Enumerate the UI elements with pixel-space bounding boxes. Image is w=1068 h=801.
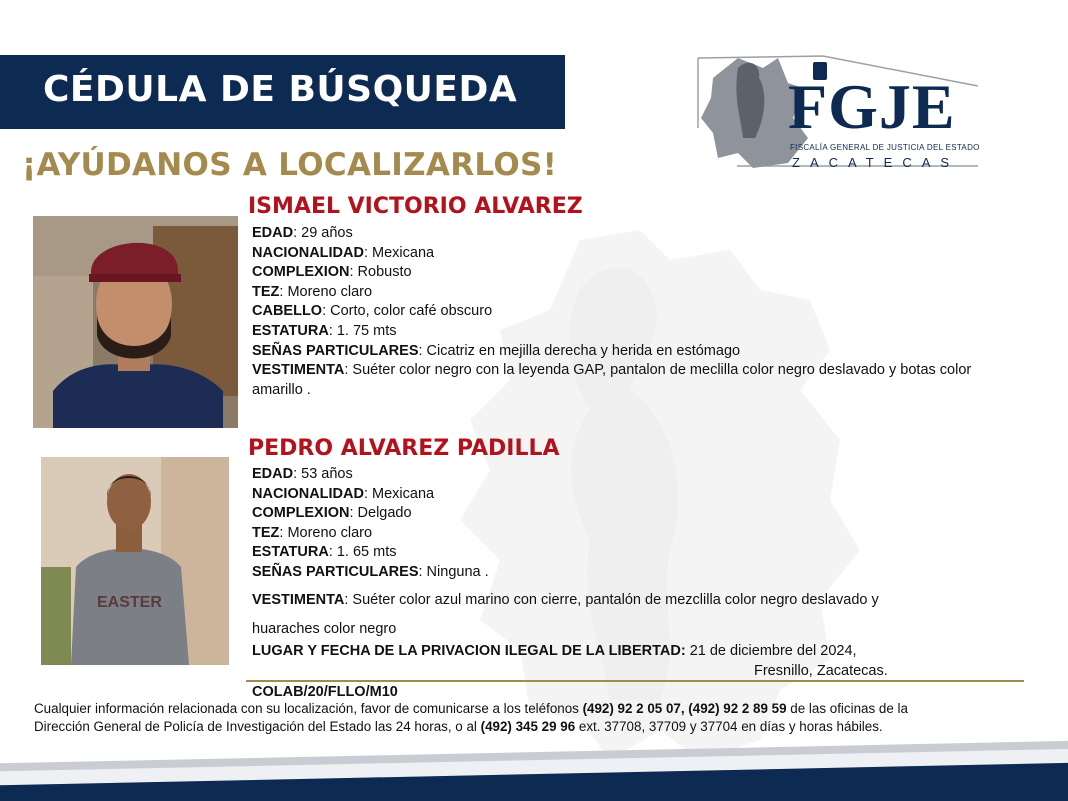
detail-value: : Suéter color negro con la leyenda GAP, pantalon de meclilla color negro deslavado y botas color amarillo . <box>252 362 972 398</box>
person-details <box>252 224 1012 400</box>
phone-numbers: (492) 92 2 05 07, (492) 92 2 89 59 <box>582 701 787 716</box>
detail-label: EDAD <box>252 466 294 482</box>
event-date: 21 de diciembre del 2024, <box>685 643 857 659</box>
detail-label: TEZ <box>252 524 280 541</box>
detail-row <box>252 592 879 608</box>
detail-label: ESTATURA <box>252 322 329 339</box>
event-info <box>252 643 857 659</box>
detail-row <box>252 543 1012 563</box>
case-folio: COLAB/20/FLLO/M10 <box>252 684 398 700</box>
detail-value: : Robusto <box>349 264 412 281</box>
detail-value: : Cicatriz en mejilla derecha y herida en estómago <box>418 342 741 359</box>
divider <box>246 680 1024 682</box>
detail-value: : Suéter color azul marino con cierre, pantalón de mezclilla color negro deslavado y <box>344 592 879 608</box>
svg-text:EASTER: EASTER <box>97 594 162 611</box>
footer-text: Cualquier información relacionada con su localización, favor de comunicarse a los teléfonos <box>34 701 583 716</box>
page-subtitle: ¡AYÚDANOS A LOCALIZARLOS! <box>22 147 558 183</box>
detail-value: : 1. 75 mts <box>328 322 397 339</box>
detail-value: : Moreno claro <box>279 283 373 300</box>
footer-text: Dirección General de Policía de Investigación del Estado las 24 horas, o al <box>34 719 481 734</box>
logo-state-name: ZACATECAS <box>792 155 960 170</box>
detail-label: ESTATURA <box>252 544 329 561</box>
event-label: LUGAR Y FECHA DE LA PRIVACION ILEGAL DE LA LIBERTAD: <box>252 643 686 659</box>
detail-row <box>252 302 1012 322</box>
detail-row <box>252 361 1012 400</box>
detail-label: VESTIMENTA <box>252 362 345 379</box>
detail-row <box>252 465 1012 485</box>
detail-label: CABELLO <box>252 303 323 320</box>
detail-value: : 53 años <box>293 466 353 482</box>
detail-label: SEÑAS PARTICULARES <box>252 563 419 580</box>
footer-text: ext. 37708, 37709 y 37704 en días y horas hábiles. <box>575 719 883 734</box>
event-place: Fresnillo, Zacatecas. <box>754 663 888 679</box>
detail-value: : 29 años <box>293 225 353 241</box>
detail-value-continued: huaraches color negro <box>252 621 397 637</box>
person-name: ISMAEL VICTORIO ALVAREZ <box>248 194 583 219</box>
detail-value: : Ninguna . <box>418 563 489 580</box>
detail-label: NACIONALIDAD <box>252 485 364 502</box>
detail-row <box>252 283 1012 303</box>
detail-row <box>252 563 1012 583</box>
person-name: PEDRO ALVAREZ PADILLA <box>248 436 560 461</box>
detail-value: : 1. 65 mts <box>328 544 397 561</box>
person-details <box>252 465 1012 583</box>
detail-value: : Mexicana <box>363 244 435 261</box>
logo-wordmark: FGJE <box>788 71 956 142</box>
detail-label: VESTIMENTA <box>252 592 345 608</box>
detail-label: EDAD <box>252 225 294 241</box>
phone-number: (492) 345 29 96 <box>480 719 576 734</box>
detail-row <box>252 342 1012 362</box>
detail-value: : Corto, color café obscuro <box>322 303 493 320</box>
detail-label: NACIONALIDAD <box>252 244 364 261</box>
detail-label: TEZ <box>252 283 280 300</box>
detail-label: COMPLEXION <box>252 505 350 522</box>
detail-value: : Moreno claro <box>279 524 373 541</box>
detail-row <box>252 524 1012 544</box>
person-photo-pedro <box>41 457 229 665</box>
detail-row <box>252 504 1012 524</box>
contact-footer <box>34 700 1034 736</box>
footer-line <box>34 700 1034 718</box>
person-photo-ismael <box>33 216 238 428</box>
detail-row <box>252 224 1012 244</box>
logo-agency-name: FISCALÍA GENERAL DE JUSTICIA DEL ESTADO <box>790 143 980 152</box>
detail-label: COMPLEXION <box>252 264 350 281</box>
detail-value: : Delgado <box>349 505 412 522</box>
footer-text: de las oficinas de la <box>786 701 908 716</box>
footer-line <box>34 718 1034 736</box>
detail-row <box>252 485 1012 505</box>
detail-row <box>252 322 1012 342</box>
detail-row <box>252 244 1012 264</box>
detail-value: : Mexicana <box>363 485 435 502</box>
detail-row <box>252 263 1012 283</box>
detail-label: SEÑAS PARTICULARES <box>252 342 419 359</box>
page-title: CÉDULA DE BÚSQUEDA <box>43 69 518 110</box>
